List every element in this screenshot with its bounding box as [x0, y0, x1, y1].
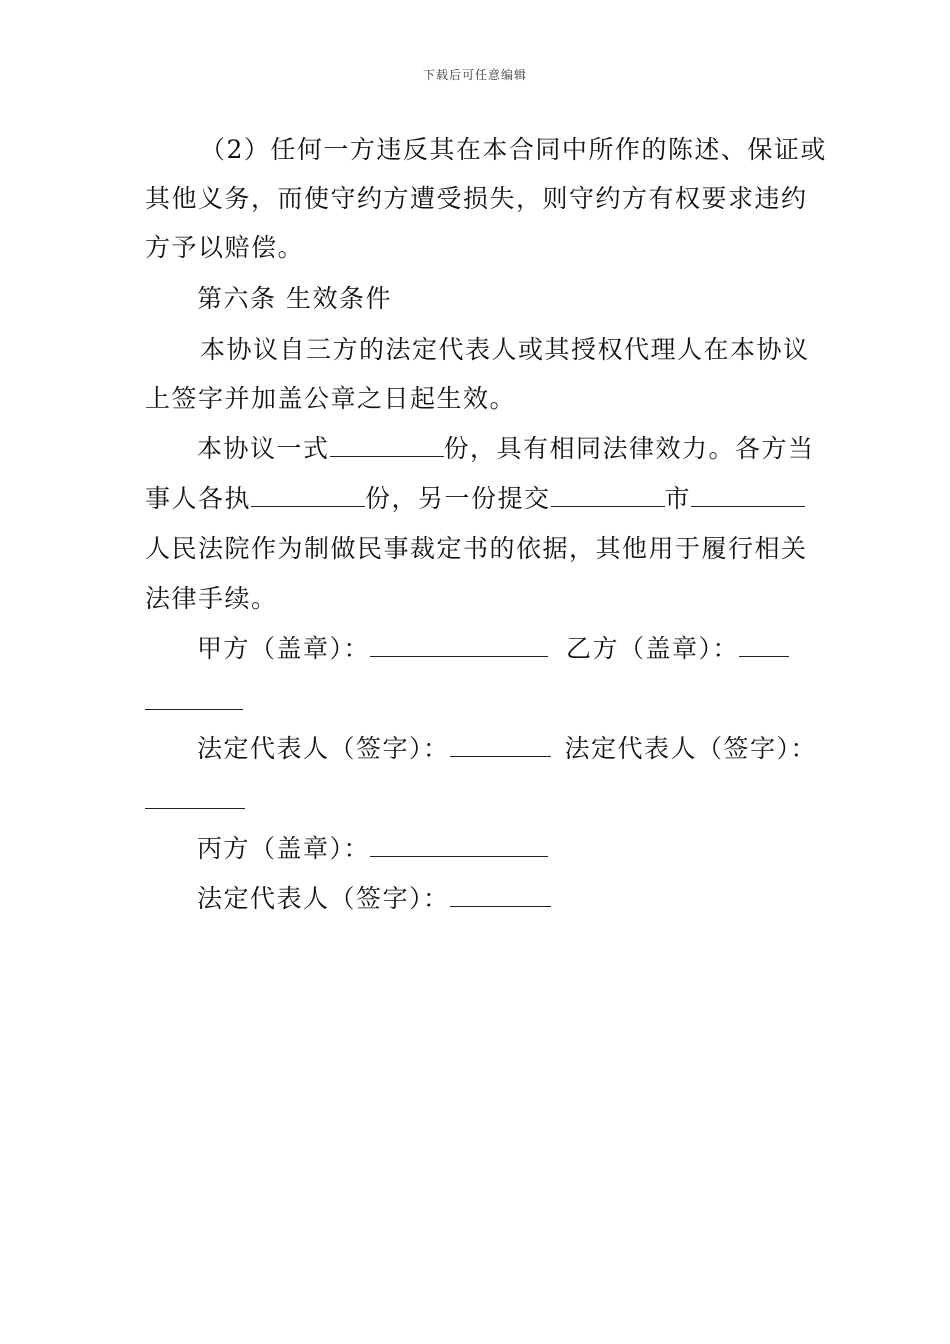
- paragraph-line: 其他义务，而使守约方遭受损失，则守约方有权要求违约: [145, 184, 808, 213]
- legal-rep-a-blank: [450, 734, 551, 757]
- party-c-seal-blank: [370, 834, 548, 857]
- paragraph-line: 人民法院作为制做民事裁定书的依据，其他用于履行相关: [145, 534, 808, 563]
- party-a-label: 甲方（盖章）：: [197, 634, 371, 663]
- legal-rep-a-label: 法定代表人（签字）：: [197, 734, 450, 763]
- paragraph-line: （2）任何一方违反其在本合同中所作的陈述、保证或: [200, 135, 827, 164]
- copies-blank: [330, 434, 444, 457]
- paragraph-line: [145, 484, 805, 514]
- signature-line: [197, 884, 551, 914]
- paragraph-line: 法律手续。: [145, 584, 278, 613]
- paragraph-text: 份，具有相同法律效力。各方当: [443, 434, 815, 463]
- copies-each-blank: [251, 484, 365, 507]
- legal-rep-b-blank: [145, 807, 245, 809]
- legal-rep-b-label: 法定代表人（签字）：: [564, 734, 818, 763]
- party-b-label: 乙方（盖章）：: [566, 634, 740, 663]
- party-a-seal-blank: [370, 634, 548, 657]
- paragraph-text: 事人各执: [145, 484, 252, 513]
- paragraph-text: 本协议一式: [197, 434, 330, 463]
- paragraph-text: 市: [664, 484, 692, 513]
- legal-rep-c-label: 法定代表人（签字）：: [197, 884, 450, 913]
- article-title: 第六条 生效条件: [197, 284, 392, 313]
- party-b-seal-blank: [739, 634, 789, 657]
- city-blank: [551, 484, 665, 507]
- paragraph-text: 份，另一份提交: [365, 484, 551, 513]
- court-blank: [691, 484, 805, 507]
- paragraph-line: 上签字并加盖公章之日起生效。: [145, 384, 517, 413]
- paragraph-line: [197, 434, 815, 464]
- party-b-seal-blank-continued: [145, 708, 243, 710]
- page-header: 下载后可任意编辑: [422, 68, 527, 82]
- legal-rep-c-blank: [450, 884, 551, 907]
- paragraph-line: 方予以赔偿。: [145, 233, 305, 262]
- paragraph-line: 本协议自三方的法定代表人或其授权代理人在本协议: [200, 335, 810, 364]
- signature-line: [197, 634, 789, 664]
- signature-line: [197, 834, 548, 864]
- party-c-label: 丙方（盖章）：: [197, 834, 371, 863]
- signature-line: [197, 734, 817, 764]
